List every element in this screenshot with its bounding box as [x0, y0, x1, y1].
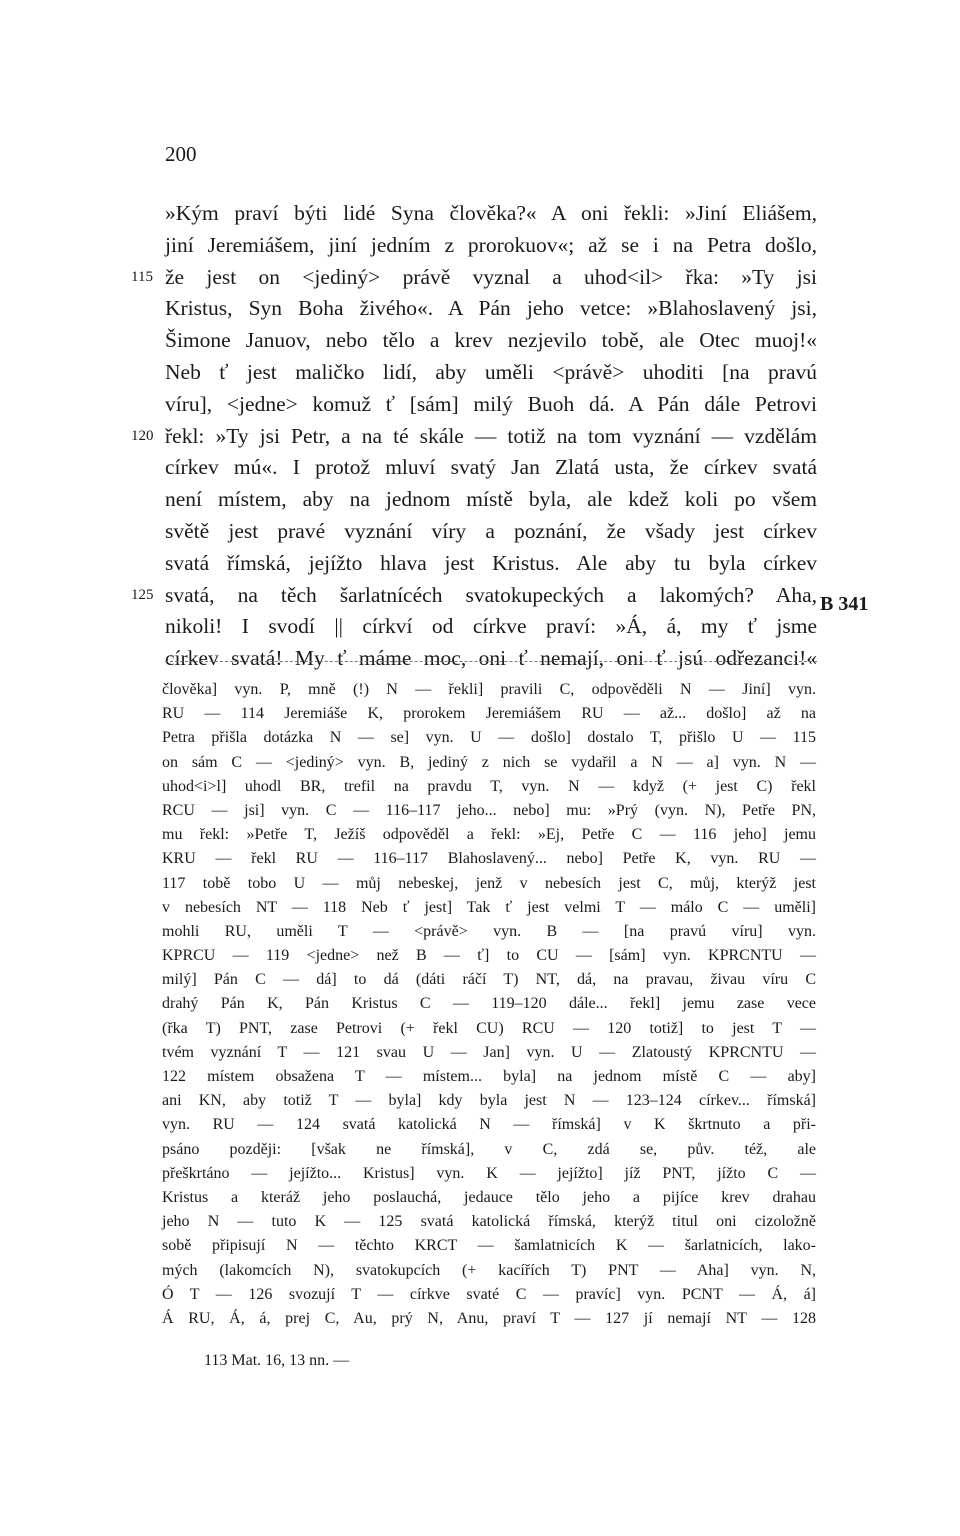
text-line: [165, 452, 817, 484]
text-line: [165, 643, 817, 675]
apparatus-line: drahý Pán K, Pán Kristus C — 119–120 dále... řekl] jemu zase vece: [162, 995, 816, 1013]
apparatus-line: tvém vyznání T — 121 svau U — Jan] vyn. U — Zlatoustý KPRCNTU —: [162, 1043, 816, 1061]
text-line: [131, 262, 817, 294]
text-line: [165, 293, 817, 325]
apparatus-line: přeškrtáno — jejížto... Kristus] vyn. K — jejížto] jíž PNT, jížto C —: [162, 1164, 816, 1182]
line-text: víru], <jedne> komuž ť [sám] milý Buoh dá. A Pán dále Petrovi: [165, 391, 817, 416]
apparatus-line: sobě připisují N — těchto KRCT — šamlatnicích K — šarlatnicích, lako-: [162, 1237, 816, 1255]
apparatus-line: mohli RU, uměli T — <právě> vyn. B — [na pravú víru] vyn.: [162, 922, 816, 940]
line-text: nikoli! I svodí || církví od církve praví: »Á, á, my ť jsme: [165, 614, 817, 639]
page-number: 200: [165, 142, 197, 166]
apparatus-line: (řka T) PNT, zase Petrovi (+ řekl CU) RCU — 120 totiž] to jest T —: [162, 1019, 816, 1037]
apparatus-line: KPRCU — 119 <jedne> než B — ť] to CU — [sám] vyn. KPRCNTU —: [162, 947, 816, 965]
text-line: [165, 516, 817, 548]
line-number: 125: [131, 586, 154, 603]
apparatus-line: v nebesích NT — 118 Neb ť jest] Tak ť jest velmi T — málo C — uměli]: [162, 898, 816, 916]
apparatus-line: Ó T — 126 svozují T — církve svaté C — pravíc] vyn. PCNT — Á, á]: [162, 1285, 816, 1303]
critical-apparatus: [162, 678, 816, 1331]
apparatus-line: Kristus a kteráž jeho poslauchá, jedauce tělo jeho a pijíce krev drahau: [162, 1188, 816, 1206]
apparatus-line: RCU — jsi] vyn. C — 116–117 jeho... nebo] mu: »Prý (vyn. N), Petře PN,: [162, 801, 816, 819]
apparatus-line: milý] Pán C — dá] to dá (dáti ráčí T) NT, dá, na pravau, živau víru C: [162, 971, 816, 989]
main-text: [131, 198, 817, 675]
line-text: »Kým praví býti lidé Syna člověka?« A oni řekli: »Jiní Eliášem,: [165, 201, 817, 225]
apparatus-line: ani KN, aby totiž T — byla] kdy byla jest N — 123–124 církev... římská]: [162, 1092, 816, 1110]
line-text: svatá římská, jejížto hlava jest Kristus. Ale aby tu byla církev: [165, 550, 817, 575]
text-line: [131, 421, 817, 453]
apparatus-line: 122 místem obsažena T — místem... byla] na jednom místě C — aby]: [162, 1068, 816, 1085]
line-text: církev mú«. I protož mluví svatý Jan Zlatá usta, že církev svatá: [165, 455, 817, 480]
line-text: Neb ť jest maličko lidí, aby uměli <právě> uhoditi [na pravú: [165, 359, 817, 384]
apparatus-line: 117 tobě tobo U — můj nebeskej, jenž v nebesích jest C, můj, kterýž jest: [162, 874, 816, 892]
text-line: [165, 548, 817, 580]
apparatus-line: jeho N — tuto K — 125 svatá katolická římská, kterýž titul oni cizoložně: [162, 1213, 816, 1231]
line-number: 115: [131, 268, 153, 285]
line-text: není místem, aby na jednom místě byla, ale kdež koli po všem: [165, 487, 817, 512]
line-text: církev svatá! My ť máme moc, oni ť nemají, oni ť jsú odřezanci!«: [165, 646, 817, 671]
line-text: svatá, na těch šarlatnícéch svatokupeckých a lakomých? Aha,: [165, 582, 817, 607]
text-line: [165, 230, 817, 262]
text-line: [165, 611, 817, 643]
apparatus-line: mých (lakomcích N), svatokupcích (+ kacířích T) PNT — Aha] vyn. N,: [162, 1261, 816, 1279]
text-line: [165, 325, 817, 357]
text-line: [165, 357, 817, 389]
apparatus-line: mu řekl: »Petře T, Ježíš odpověděl a řekl: »Ej, Petře C — 116 jeho] jemu: [162, 826, 816, 844]
apparatus-line: RU — 114 Jeremiáše K, prorokem Jeremiášem RU — až... došlo] až na: [162, 705, 816, 723]
apparatus-line: člověka] vyn. P, mně (!) N — řekli] pravili C, odpověděli N — Jiní] vyn.: [162, 681, 816, 698]
text-line: [165, 389, 817, 421]
line-text: řekl: »Ty jsi Petr, a na té skále — totiž na tom vyznání — vzdělám: [165, 423, 817, 448]
footnote: 113 Mat. 16, 13 nn. —: [204, 1352, 350, 1369]
line-number: 120: [131, 427, 154, 444]
line-text: světě jest pravé vyznání víry a poznání, že všady jest církev: [165, 518, 817, 543]
apparatus-line: Á RU, Á, á, prej C, Au, prý N, Anu, praví T — 127 jí nemají NT — 128: [162, 1309, 816, 1327]
line-text: že jest on <jediný> právě vyznal a uhod<il> řka: »Ty jsi: [165, 264, 817, 289]
text-line: [131, 580, 817, 612]
text-line: [165, 484, 817, 516]
apparatus-line: on sám C — <jediný> vyn. B, jediný z nich se vydařil a N — a] vyn. N —: [162, 753, 816, 771]
text-line: [165, 198, 817, 230]
line-text: Kristus, Syn Boha živého«. A Pán jeho vetce: »Blahoslavený jsi,: [165, 296, 817, 321]
line-text: Šimone Januov, nebo tělo a krev nezjevilo tobě, ale Otec muoj!«: [165, 328, 817, 353]
apparatus-line: uhod<i>l] uhodl BR, trefil na pravdu T, vyn. N — když (+ jest C) řekl: [162, 777, 816, 795]
margin-reference: B 341: [820, 593, 869, 615]
apparatus-line: KRU — řekl RU — 116–117 Blahoslavený... nebo] Petře K, vyn. RU —: [162, 850, 816, 868]
apparatus-line: vyn. RU — 124 svatá katolická N — římská] v K škrtnuto a při-: [162, 1116, 816, 1134]
apparatus-line: psáno později: [však ne římská], v C, zdá se, pův. též, ale: [162, 1140, 816, 1158]
line-text: jiní Jeremiášem, jiní jedním z prorokuov«; až se i na Petra došlo,: [165, 232, 817, 257]
apparatus-separator: [165, 661, 817, 662]
apparatus-line: Petra přišla dotázka N — se] vyn. U — došlo] dostalo T, přišlo U — 115: [162, 729, 816, 747]
